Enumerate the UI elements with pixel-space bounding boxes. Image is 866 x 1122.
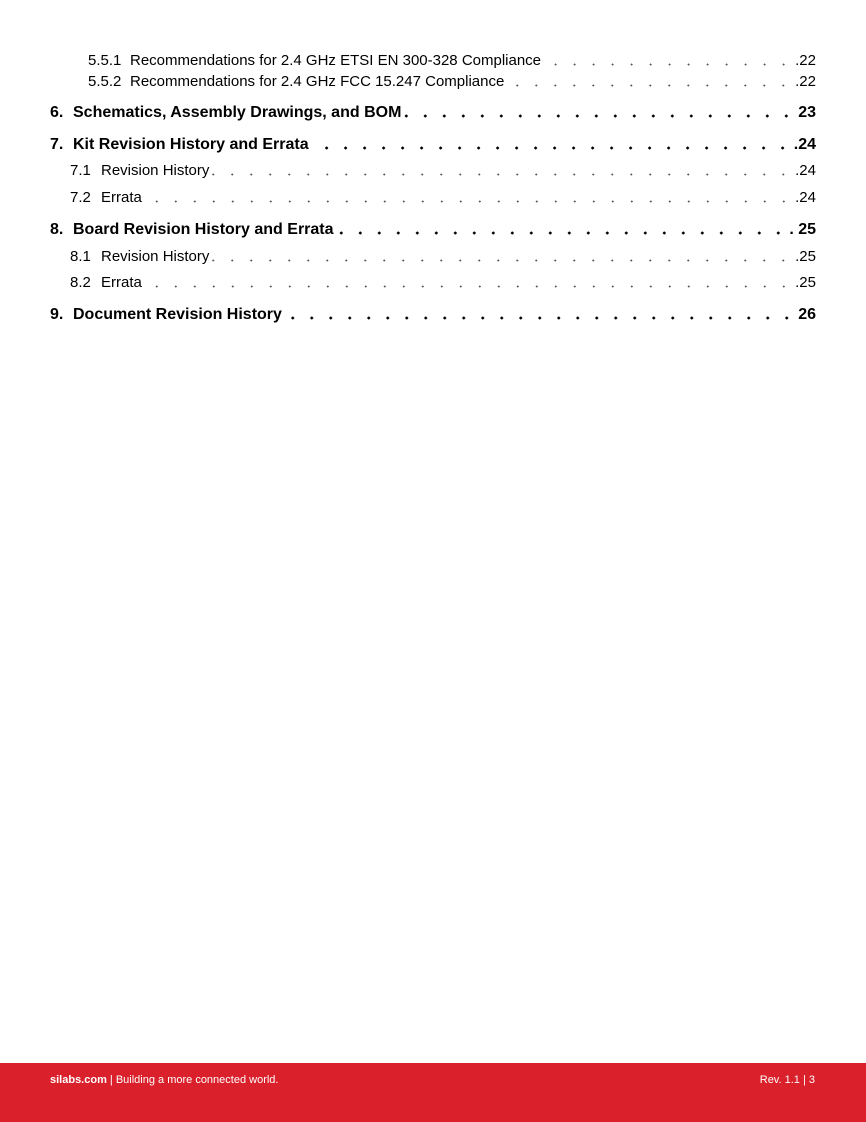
toc-entry-8[interactable] — [50, 218, 816, 239]
toc-entry-page: .24 — [795, 162, 816, 179]
toc-dot-leader — [211, 247, 793, 262]
toc-entry-page: .22 — [795, 52, 816, 69]
toc-entry-page: .25 — [795, 248, 816, 265]
toc-entry-title: Recommendations for 2.4 GHz FCC 15.247 Compliance — [130, 73, 505, 90]
toc-entry-title: Schematics, Assembly Drawings, and BOM — [73, 104, 402, 121]
toc-entry-9[interactable] — [50, 303, 816, 324]
toc-entry-number: 8.1 — [70, 248, 91, 265]
toc-dot-leader — [144, 273, 793, 288]
toc-entry-7-2[interactable] — [50, 187, 816, 206]
toc-entry-title: Document Revision History — [73, 306, 282, 323]
toc-entry-page: .22 — [795, 73, 816, 90]
toc-entry-6[interactable] — [50, 101, 816, 122]
toc-entry-number: 7.1 — [70, 162, 91, 179]
toc-entry-page: 26 — [798, 306, 816, 323]
toc-entry-number: 8. — [50, 221, 64, 238]
toc-entry-title: Board Revision History and Errata — [73, 221, 334, 238]
toc-entry-title: Revision History — [101, 248, 210, 265]
footer-brand-link[interactable]: silabs.com — [50, 1074, 107, 1086]
toc-entry-title: Recommendations for 2.4 GHz ETSI EN 300-328 Compliance — [130, 52, 542, 69]
toc-dot-leader — [284, 304, 796, 320]
toc-entry-7-1[interactable] — [50, 160, 816, 179]
toc-entry-title: Kit Revision History and Errata — [73, 136, 309, 153]
toc-dot-leader — [336, 219, 788, 235]
toc-dot-leader — [403, 102, 796, 118]
toc-dot-leader — [211, 161, 793, 176]
toc-dot-leader — [506, 72, 793, 87]
toc-entry-number: 7. — [50, 136, 64, 153]
toc-dot-leader — [543, 51, 793, 66]
toc-entry-page: . 25 — [789, 221, 816, 238]
toc-entry-5-5-2[interactable] — [50, 71, 816, 90]
toc-entry-8-2[interactable] — [50, 272, 816, 291]
toc-entry-page: 23 — [798, 104, 816, 121]
toc-dot-leader — [144, 188, 793, 203]
toc-entry-number: 6. — [50, 104, 64, 121]
toc-entry-8-1[interactable] — [50, 246, 816, 265]
toc-entry-page: .25 — [795, 274, 816, 291]
toc-entry-number: 5.5.2 — [88, 73, 122, 90]
toc-entry-number: 9. — [50, 306, 64, 323]
toc-entry-5-5-1[interactable] — [50, 50, 816, 69]
toc-entry-page: .24 — [795, 189, 816, 206]
toc-entry-title: Errata — [101, 189, 142, 206]
toc-entry-number: 7.2 — [70, 189, 91, 206]
toc-entry-number: 5.5.1 — [88, 52, 122, 69]
page-footer — [0, 1063, 866, 1122]
toc-entry-title: Errata — [101, 274, 142, 291]
toc-dot-leader — [311, 134, 792, 150]
toc-entry-7[interactable] — [50, 133, 816, 154]
toc-entry-page: .24 — [793, 136, 816, 153]
footer-revision: Rev. 1.1 | 3 — [759, 1074, 815, 1086]
footer-tagline: | Building a more connected world. — [106, 1074, 279, 1086]
toc-entry-number: 8.2 — [70, 274, 91, 291]
footer-brand-line — [50, 1074, 278, 1086]
toc-entry-title: Revision History — [101, 162, 210, 179]
